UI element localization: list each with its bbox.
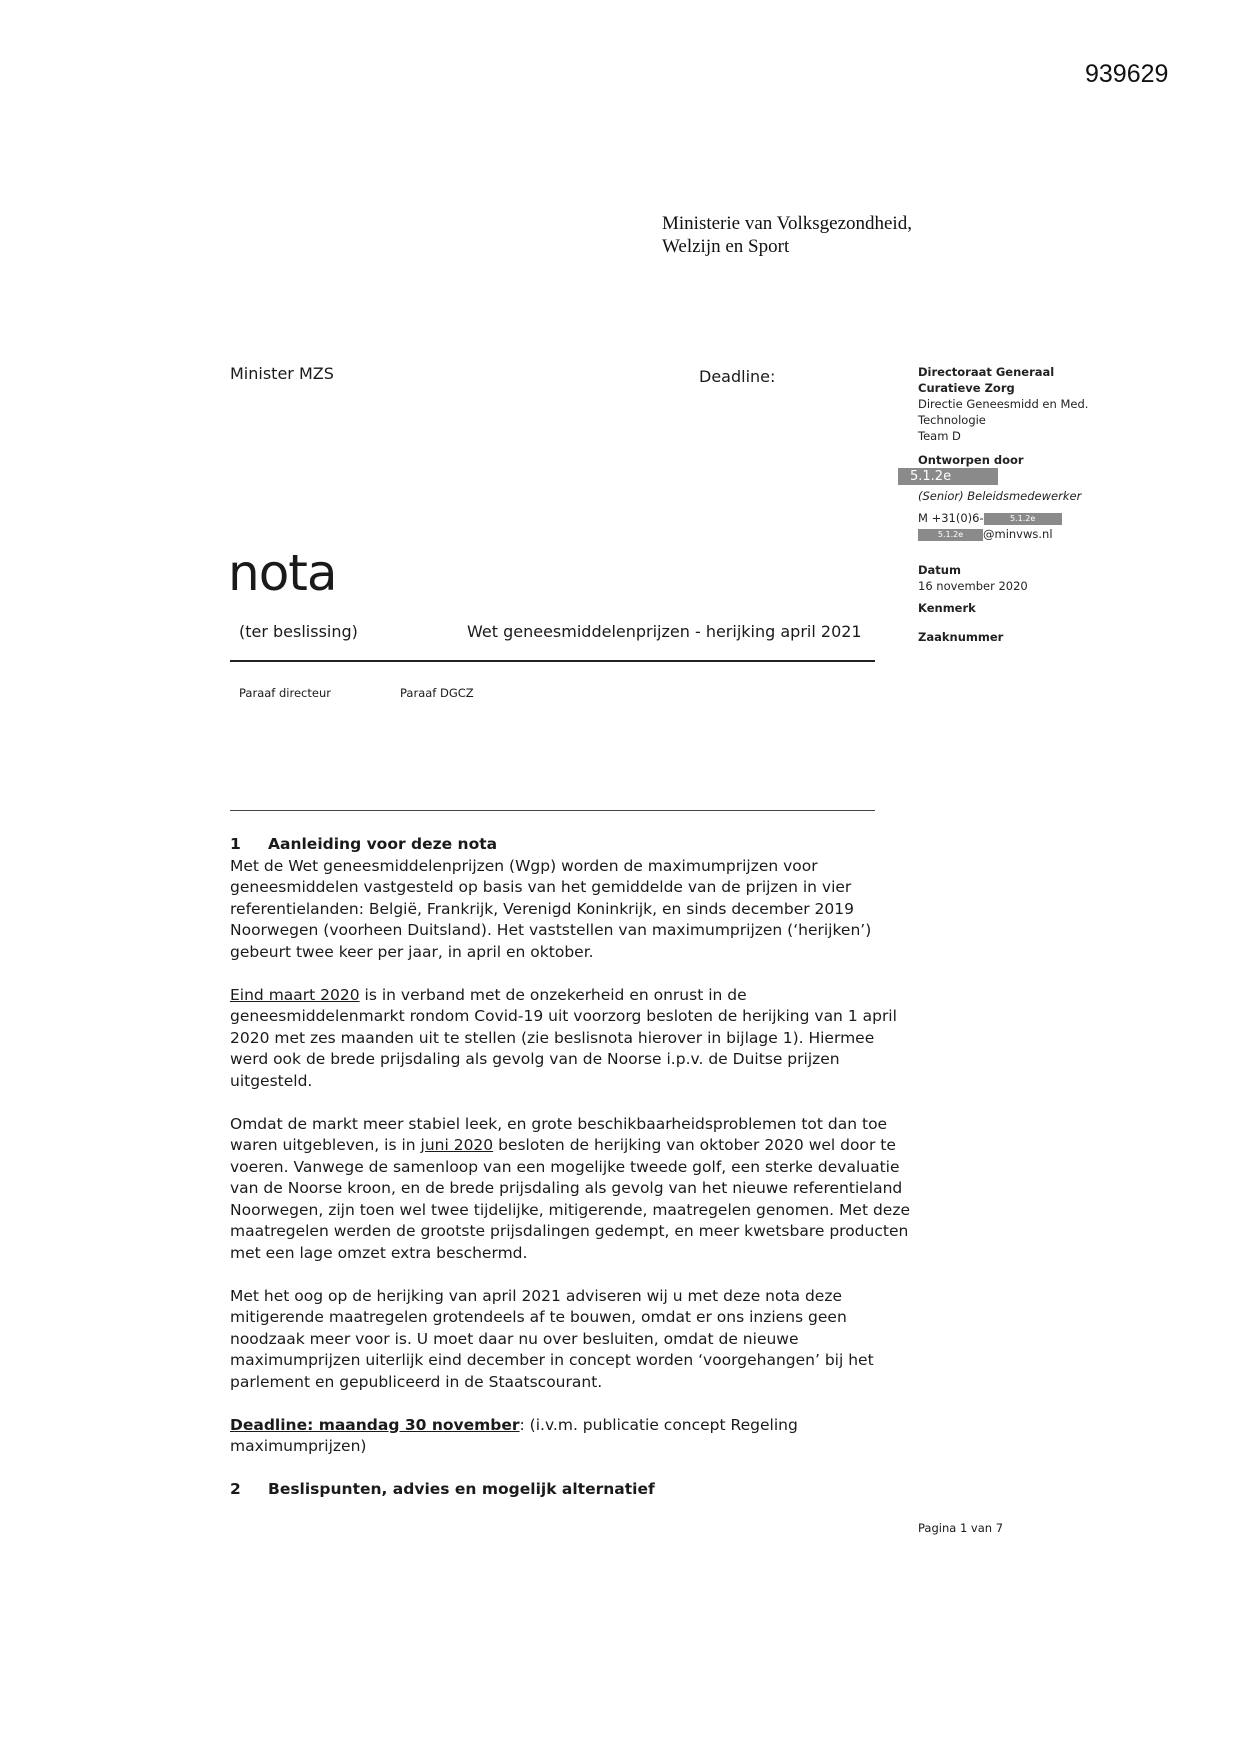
reference-label: Kenmerk [918, 601, 976, 615]
deadline-date: Deadline: maandag 30 november [230, 1415, 520, 1434]
redaction-name: 5.1.2e [898, 468, 998, 485]
document-subtype: (ter beslissing) [239, 622, 358, 641]
section-1-deadline: Deadline: maandag 30 november: (i.v.m. publicatie concept Regeling maximumprijzen) [230, 1415, 798, 1455]
deadline-label: Deadline: [699, 367, 776, 386]
date-value: 16 november 2020 [918, 579, 1028, 593]
paraaf-dgcz: Paraaf DGCZ [400, 686, 474, 700]
phone-prefix: M +31(0)6- [918, 511, 984, 525]
date-label: Datum [918, 563, 961, 577]
redaction-email: 5.1.2e [918, 529, 983, 541]
email-suffix: @minvws.nl [983, 527, 1053, 541]
dept-line-2: Technologie [918, 413, 986, 427]
ministry-logo-text [662, 212, 912, 258]
section-1-paragraph-3: Omdat de markt meer stabiel leek, en grote beschikbaarheidsproblemen tot dan toe waren uitgebleven, is in juni 2020 besloten de herijking van oktober 2020 wel door te voeren. Vanwege de samenloop van een mogelijke tweede golf, een sterke devaluatie van de Noorse kroon, en de brede prijsdaling als gevolg van het nieuwe referentieland Noorwegen, zijn toen wel twee tijdelijke, mitigerende, maatregelen genomen. Met deze maatregelen werden de grootste prijsdalingen gedempt, en meer kwetsbare producten met een lage omzet extra beschermd. [230, 1114, 910, 1262]
sidebar-metadata [910, 364, 1128, 645]
divider-top [230, 660, 875, 662]
role-line: (Senior) Beleidsmedewerker [918, 489, 1082, 503]
addressee: Minister MZS [230, 364, 334, 383]
document-subject: Wet geneesmiddelenprijzen - herijking april 2021 [467, 622, 862, 641]
body-text [230, 834, 910, 1501]
page-number: Pagina 1 van 7 [918, 1521, 1004, 1535]
document-title: nota [228, 544, 337, 602]
team-line: Team D [918, 429, 961, 443]
divider-bottom [230, 810, 875, 811]
date-reference-march: Eind maart 2020 [230, 985, 360, 1004]
paraaf-director: Paraaf directeur [239, 686, 331, 700]
case-number-label: Zaaknummer [918, 630, 1004, 644]
section-1-paragraph-4: Met het oog op de herijking van april 2021 adviseren wij u met deze nota deze mitigerende maatregelen grotendeels af te bouwen, omdat er ons inziens geen noodzaak meer voor is. U moet daar nu over besluiten, omdat de nieuwe maximumprijzen uiterlijk eind december in concept worden ‘voorgehangen’ bij het parlement en gepubliceerd in de Staatscourant. [230, 1286, 874, 1391]
ministry-line-2: Welzijn en Sport [662, 236, 790, 257]
org-line-2: Curatieve Zorg [918, 381, 1015, 395]
designed-by-label: Ontworpen door [918, 453, 1024, 467]
document-number: 939629 [1085, 60, 1169, 88]
section-1-heading: 1 Aanleiding voor deze nota [230, 835, 498, 853]
ministry-line-1: Ministerie van Volksgezondheid, [662, 213, 912, 234]
section-1-paragraph-1: Met de Wet geneesmiddelenprijzen (Wgp) worden de maximumprijzen voor geneesmiddelen vastgesteld op basis van het gemiddelde van de prijzen in vier referentielanden: België, Frankrijk, Verenigd Koninkrijk, en sinds december 2019 Noorwegen (voorheen Duitsland). Het vaststellen van maximumprijzen (‘herijken’) gebeurt twee keer per jaar, in april en oktober. [230, 856, 872, 961]
dept-line-1: Directie Geneesmidd en Med. [918, 397, 1089, 411]
org-line-1: Directoraat Generaal [918, 365, 1055, 379]
redaction-phone: 5.1.2e [984, 513, 1062, 525]
section-1-paragraph-2: Eind maart 2020 is in verband met de onzekerheid en onrust in de geneesmiddelenmarkt rondom Covid-19 uit voorzorg besloten de herijking van 1 april 2020 met zes maanden uit te stellen (zie beslisnota hierover in bijlage 1). Hiermee werd ook de brede prijsdaling als gevolg van de Noorse i.p.v. de Duitse prijzen uitgesteld. [230, 985, 897, 1090]
date-reference-june: juni 2020 [420, 1136, 494, 1154]
section-2-heading: 2 Beslispunten, advies en mogelijk alternatief [230, 1480, 655, 1498]
